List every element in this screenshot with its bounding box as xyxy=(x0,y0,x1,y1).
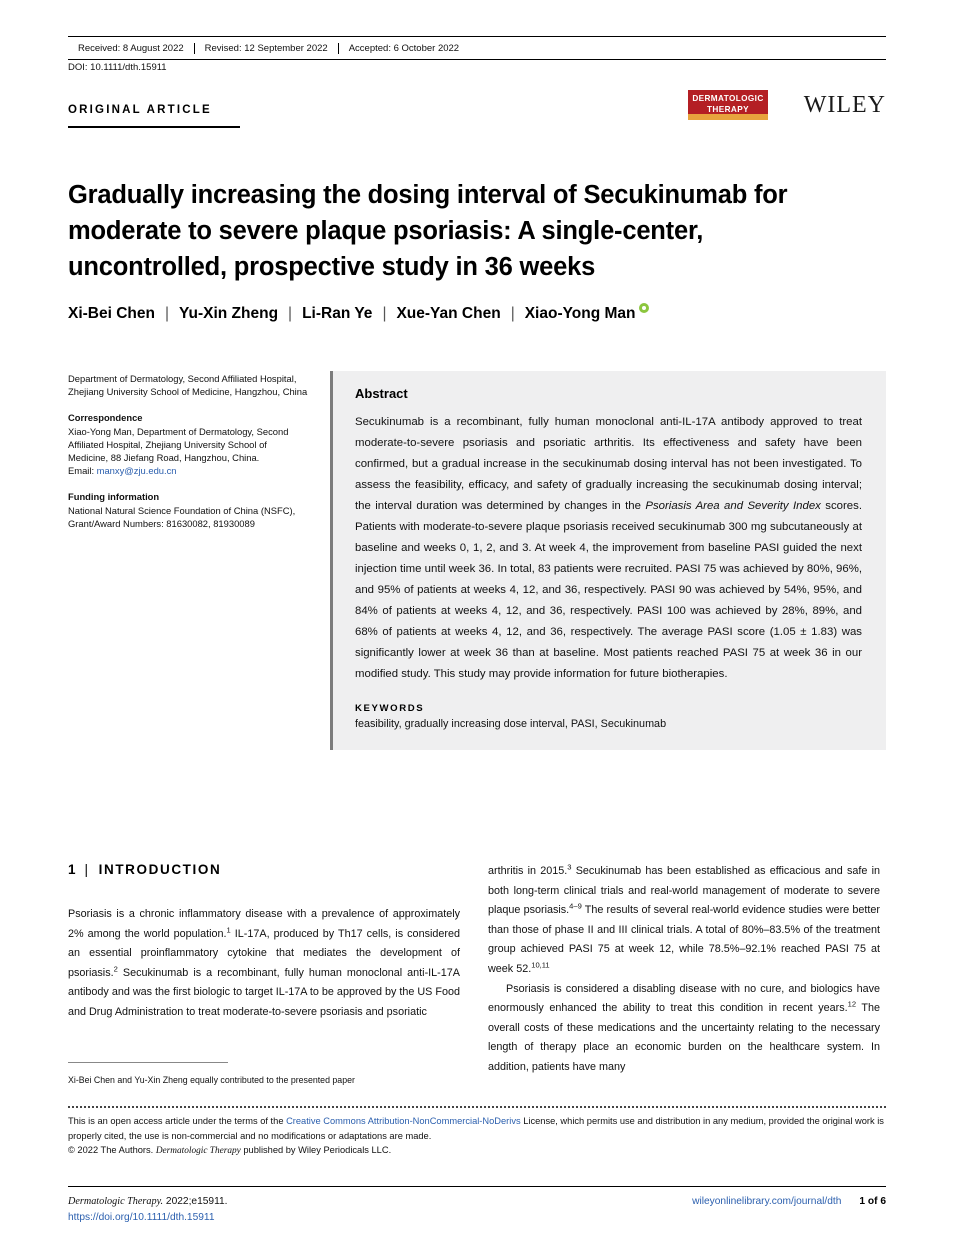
text-run: arthritis in 2015. xyxy=(488,865,568,877)
body-column-left xyxy=(68,905,460,1023)
section-title: INTRODUCTION xyxy=(98,862,222,877)
footer-right xyxy=(692,1194,886,1210)
author-separator: | xyxy=(288,305,293,322)
received-date: Received: 8 August 2022 xyxy=(78,42,184,54)
page-number: 1 of 6 xyxy=(859,1196,886,1207)
journal-logo-line1: DERMATOLOGIC xyxy=(692,94,764,103)
publisher-logo: WILEY xyxy=(803,92,886,118)
page-footer xyxy=(68,1194,886,1223)
license-text-1: This is an open access article under the terms of the xyxy=(68,1116,287,1126)
author-list xyxy=(68,305,868,323)
author-5: Xiao-Yong Man xyxy=(524,305,636,322)
abstract-box xyxy=(330,371,886,750)
section-heading xyxy=(68,862,221,877)
funding-body: National Natural Science Foundation of China (NSFC), Grant/Award Numbers: 81630082, 81930089 xyxy=(68,504,296,529)
citation-ref[interactable]: 4–9 xyxy=(569,901,582,911)
paragraph-intro-left xyxy=(68,905,460,1023)
text-run: IL-17A, produced by Th17 cells, is considered an essential proinflammatory cytokine that mediates the development of psoriasis. xyxy=(68,927,460,979)
author-separator: | xyxy=(164,305,170,322)
article-type-row xyxy=(68,92,886,134)
page-title: Gradually increasing the dosing interval of Secukinumab for moderate to severe plaque psoriasis: A single-center, uncontrolled, prospective study in 36 weeks xyxy=(68,181,788,282)
paragraph-intro-right xyxy=(488,862,880,980)
paragraph-costs xyxy=(488,980,880,1078)
section-number: 1 xyxy=(68,862,76,877)
doi-line: DOI: 10.1111/dth.15911 xyxy=(68,62,167,73)
citation-ref[interactable]: 2 xyxy=(113,964,118,974)
text-run: Secukinumab is a recombinant, fully human monoclonal anti-IL-17A antibody and was the first biologic to target IL-17A to be approved by the US Food and Drug Administration to treat moderate-to-severe psoriasis and psoriatic xyxy=(68,966,460,1018)
footnote-rule xyxy=(68,1062,228,1063)
section-separator: | xyxy=(84,862,90,877)
article-history xyxy=(68,36,886,60)
citation-ref[interactable]: 3 xyxy=(567,862,572,872)
article-type-label: ORIGINAL ARTICLE xyxy=(68,104,212,116)
license-link[interactable]: Creative Commons Attribution-NonCommercial-NoDerivs xyxy=(286,1116,521,1126)
author-separator: | xyxy=(382,305,387,322)
contribution-footnote: Xi-Bei Chen and Yu-Xin Zheng equally contributed to the presented paper xyxy=(68,1075,355,1085)
author-metadata xyxy=(68,372,308,530)
email-link[interactable]: manxy@zju.edu.cn xyxy=(96,465,177,477)
footer-citation: 2022;e15911. xyxy=(163,1196,228,1207)
author-3: Li-Ran Ye xyxy=(302,305,373,322)
article-type-rule xyxy=(68,126,240,128)
abstract-heading: Abstract xyxy=(355,386,408,401)
citation-ref[interactable]: 1 xyxy=(226,925,231,934)
author-2: Yu-Xin Zheng xyxy=(179,305,279,322)
license-divider xyxy=(68,1106,886,1108)
footer-journal-name: Dermatologic Therapy. xyxy=(68,1196,164,1207)
license-block xyxy=(68,1114,886,1159)
copyright-text-2: published by Wiley Periodicals LLC. xyxy=(240,1145,392,1155)
body-column-right xyxy=(488,862,880,1078)
author-1: Xi-Bei Chen xyxy=(68,305,155,322)
journal-logo xyxy=(688,90,768,120)
article-sheet xyxy=(68,0,886,1250)
keywords-heading: KEYWORDS xyxy=(355,703,425,714)
orcid-icon[interactable] xyxy=(639,303,649,313)
text-run: The results of several real-world evidence studies were better than those of phase II and III clinical trials. A total of 80%–83.5% of the treatment group achieved PASI 75 at week 12, while 78.5%–92.1% reached PASI 75 at week 52. xyxy=(488,904,880,975)
footer-site-link[interactable]: wileyonlinelibrary.com/journal/dth xyxy=(692,1196,842,1207)
accepted-date: Accepted: 6 October 2022 xyxy=(338,43,469,54)
abstract-part-2: scores. Patients with moderate-to-severe plaque psoriasis received secukinumab 300 mg subcutaneously at baseline and weeks 0, 1, 2, and 3. At week 4, the improvement from baseline PASI guided the next injection time until week 36. In total, 83 patients were recruited. PASI 75 was achieved by 80%, 96%, and 95% of patients at weeks 4, 12, and 36, respectively. PASI 90 was achieved by 54%, 95%, and 84% of patients at weeks 4, 12, and 36, respectively. PASI 100 was achieved by 28%, 89%, and 68% of patients at weeks 4, 12, and 36, respectively. The average PASI score (1.05 ± 1.83) was significantly lower at week 36 than at baseline. Most patients reached PASI 75 at week 36 in our modified study. This study may provide information for future biotherapies. xyxy=(355,500,862,680)
license-text-2: License, which permits use and distribution in any medium, provided the original work is properly cited, the use is non-commercial and no modifications or adaptations are made. xyxy=(68,1116,884,1141)
keywords-list: feasibility, gradually increasing dose interval, PASI, Secukinumab xyxy=(355,718,667,730)
copyright-text-1: © 2022 The Authors. xyxy=(68,1145,156,1155)
email-label: Email: xyxy=(68,465,97,477)
correspondence-body: Xiao-Yong Man, Department of Dermatology, Second Affiliated Hospital, Zhejiang University School of Medicine, 88 Jiefang Road, Hangzhou, China. xyxy=(68,425,289,464)
footer-rule xyxy=(68,1186,886,1187)
citation-ref[interactable]: 10,11 xyxy=(531,960,550,970)
journal-logo-bar xyxy=(688,114,768,120)
text-run: Psoriasis is considered a disabling disease with no cure, and biologics have enormously enhanced the ability to treat this condition in recent years. xyxy=(488,982,880,1015)
footer-doi-link[interactable]: https://doi.org/10.1111/dth.15911 xyxy=(68,1212,215,1223)
text-run: Secukinumab has been established as efficacious and safe in both long-term clinical trials and real-world management of moderate to severe plaque psoriasis. xyxy=(488,865,880,917)
author-separator: | xyxy=(510,305,515,322)
abstract-italic-term: Psoriasis Area and Severity Index xyxy=(645,500,821,512)
correspondence-email-line xyxy=(68,464,308,477)
citation-ref[interactable]: 12 xyxy=(847,999,857,1009)
correspondence-heading: Correspondence xyxy=(68,412,143,424)
abstract-text xyxy=(355,412,862,685)
revised-date: Revised: 12 September 2022 xyxy=(194,43,338,54)
copyright-journal: Dermatologic Therapy xyxy=(155,1146,241,1156)
abstract-part-1: Secukinumab is a recombinant, fully human monoclonal anti-IL-17A antibody approved to treat moderate-to-severe psoriasis and psoriatic arthritis. Its effectiveness and safety have been confirmed, but a gradual increase in the secukinumab dosing interval has not been investigated. To assess the feasibility, efficacy, and safety of gradually increasing the secukinumab dosing interval; the interval duration was determined by changes in the xyxy=(355,416,862,512)
text-run: The overall costs of these medications and the uncertainty relating to the necessary length of therapy place an economic burden on the healthcare system. In addition, patients have many xyxy=(488,1002,880,1073)
text-run: Psoriasis is a chronic inflammatory disease with a prevalence of approximately 2% among the world population. xyxy=(68,908,460,940)
author-4: Xue-Yan Chen xyxy=(396,305,501,322)
journal-logo-line2: THERAPY xyxy=(707,105,749,114)
funding-heading: Funding information xyxy=(68,491,160,503)
affiliation: Department of Dermatology, Second Affiliated Hospital, Zhejiang University School of Medicine, Hangzhou, China xyxy=(68,373,308,398)
